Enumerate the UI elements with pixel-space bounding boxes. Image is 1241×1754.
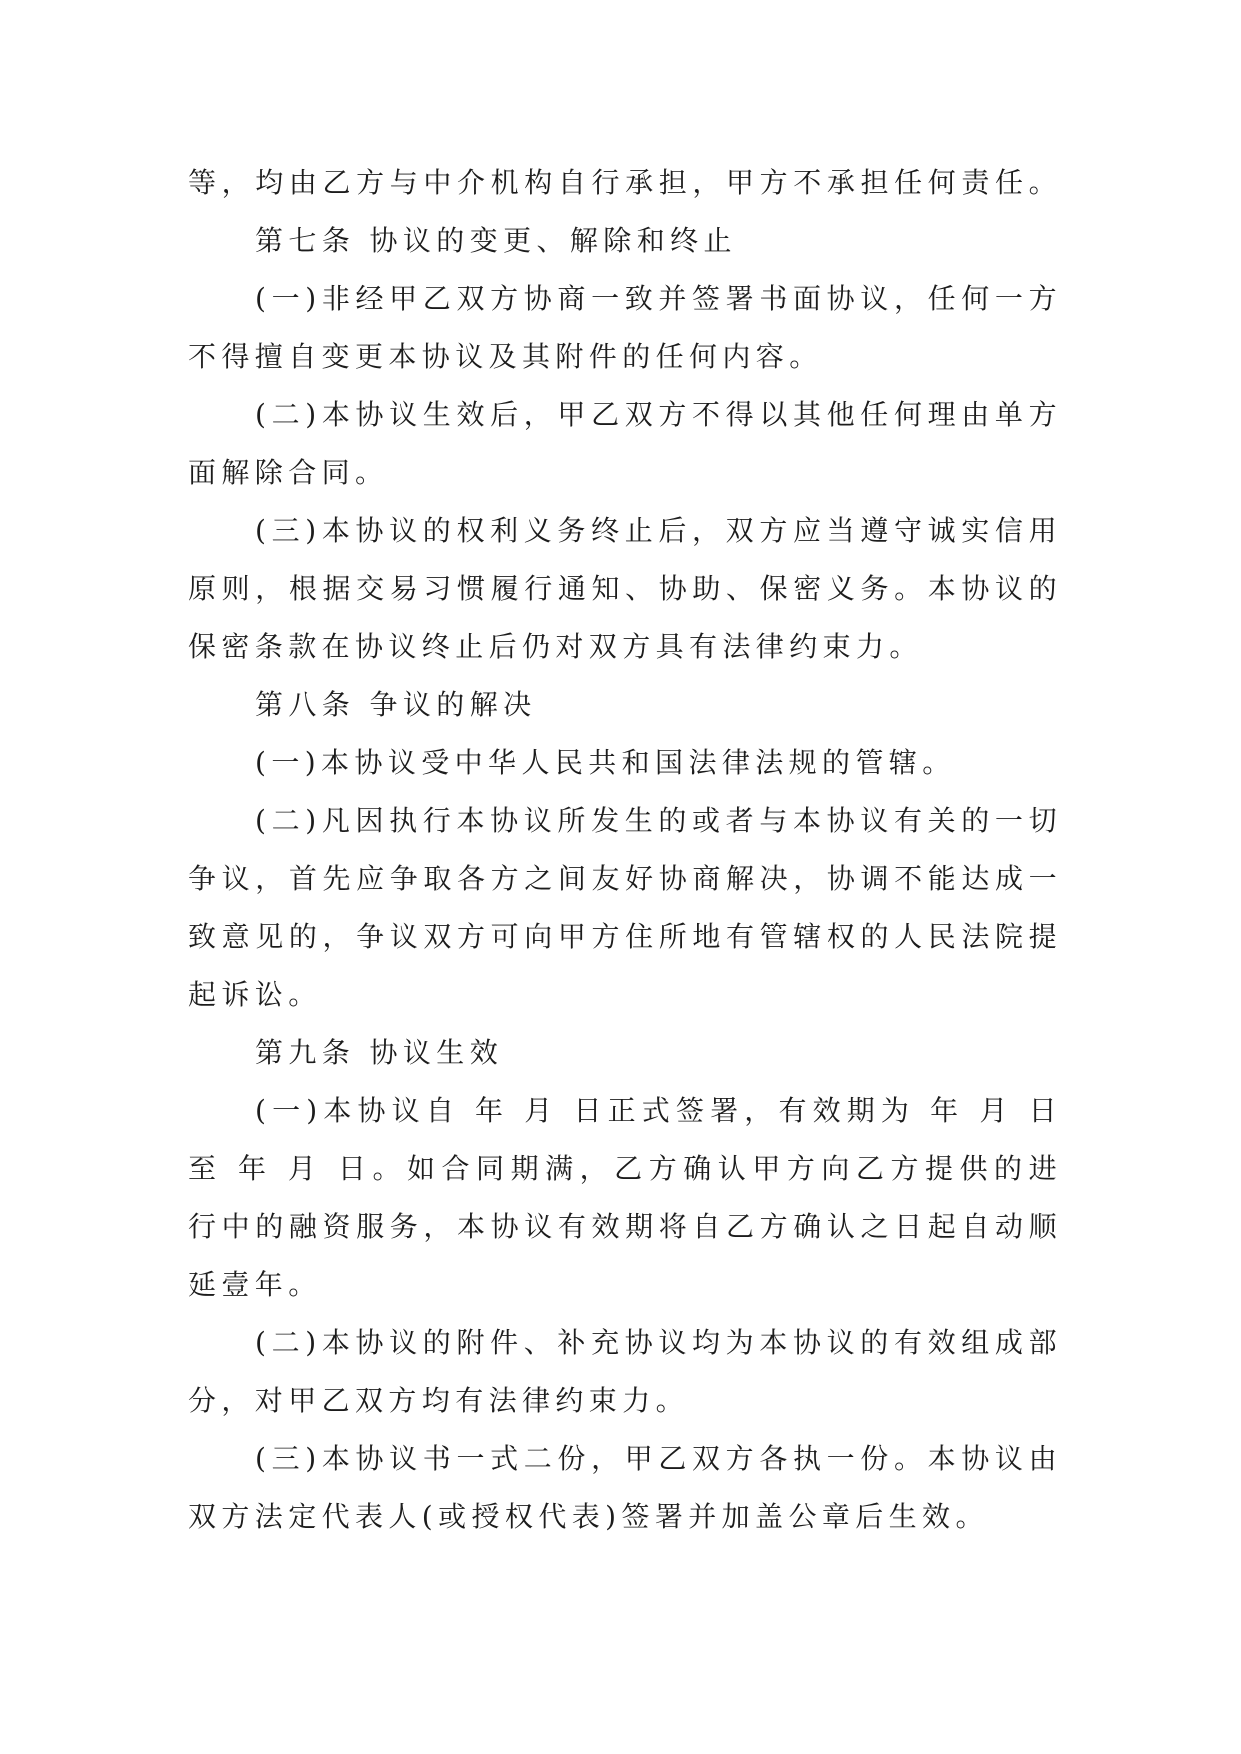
document-body — [188, 154, 1062, 1546]
text-line: 不得擅自变更本协议及其附件的任何内容。 — [188, 340, 823, 373]
text-line: (一)本协议自 年 月 日正式签署，有效期为 年 月 日 — [255, 1094, 1062, 1127]
paragraph — [188, 1082, 1062, 1314]
paragraph — [188, 386, 1062, 502]
continued-paragraph — [188, 154, 1062, 212]
text-line: 延壹年。 — [188, 1268, 322, 1301]
text-line: 至 年 月 日。如合同期满，乙方确认甲方向乙方提供的进 — [188, 1152, 1062, 1185]
text-line: 保密条款在协议终止后仍对双方具有法律约束力。 — [188, 630, 923, 663]
text-line: (三)本协议的权利义务终止后，双方应当遵守诚实信用 — [255, 514, 1062, 547]
heading-line: 第七条 协议的变更、解除和终止 — [255, 224, 737, 257]
text-line: 分，对甲乙双方均有法律约束力。 — [188, 1384, 690, 1417]
text-line: (二)本协议的附件、补充协议均为本协议的有效组成部 — [255, 1326, 1062, 1359]
text-line: 争议，首先应争取各方之间友好协商解决，协调不能达成一 — [188, 862, 1062, 895]
article-9-heading — [188, 1024, 1062, 1082]
paragraph — [188, 734, 1062, 792]
text-line: (一)本协议受中华人民共和国法律法规的管辖。 — [255, 746, 956, 779]
article-8-heading — [188, 676, 1062, 734]
paragraph — [188, 1430, 1062, 1546]
text-line: (二)凡因执行本协议所发生的或者与本协议有关的一切 — [255, 804, 1062, 837]
heading-line: 第八条 争议的解决 — [255, 688, 537, 721]
paragraph — [188, 1314, 1062, 1430]
text-line: 起诉讼。 — [188, 978, 322, 1011]
paragraph — [188, 792, 1062, 1024]
paragraph — [188, 502, 1062, 676]
text-line: 等，均由乙方与中介机构自行承担，甲方不承担任何责任。 — [188, 166, 1062, 199]
text-line: 面解除合同。 — [188, 456, 389, 489]
text-line: 行中的融资服务，本协议有效期将自乙方确认之日起自动顺 — [188, 1210, 1062, 1243]
text-line: (三)本协议书一式二份，甲乙双方各执一份。本协议由 — [255, 1442, 1062, 1475]
text-line: 原则，根据交易习惯履行通知、协助、保密义务。本协议的 — [188, 572, 1062, 605]
text-line: (二)本协议生效后，甲乙双方不得以其他任何理由单方 — [255, 398, 1062, 431]
paragraph — [188, 270, 1062, 386]
heading-line: 第九条 协议生效 — [255, 1036, 504, 1069]
text-line: 双方法定代表人(或授权代表)签署并加盖公章后生效。 — [188, 1500, 989, 1533]
text-line: 致意见的，争议双方可向甲方住所地有管辖权的人民法院提 — [188, 920, 1062, 953]
article-7-heading — [188, 212, 1062, 270]
text-line: (一)非经甲乙双方协商一致并签署书面协议，任何一方 — [255, 282, 1062, 315]
